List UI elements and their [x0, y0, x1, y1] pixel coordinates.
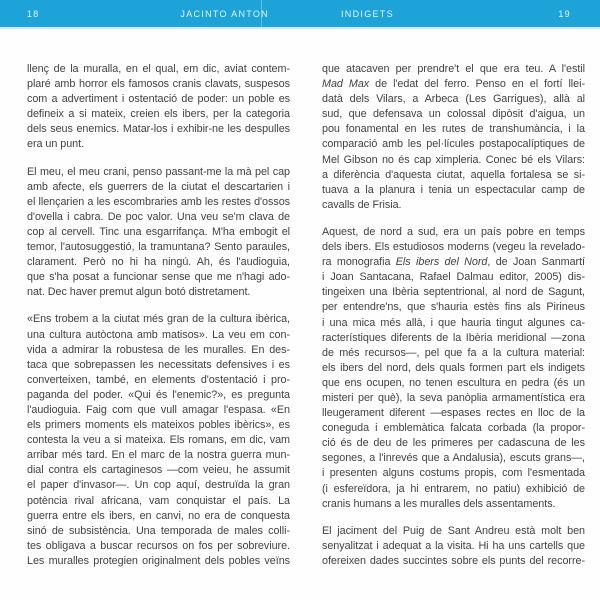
text-line: llenç de la muralla, en el qual, em dic, aviat contem-: [27, 63, 290, 75]
text-line: Les muralles protegien originalment dels pobles veïns: [27, 554, 290, 567]
text-line: pou fonamental en les rutes de transhumància, i la: [322, 123, 585, 136]
paragraph: [27, 312, 290, 569]
text-line: dial contra els cartaginesos —com veieu, he assumit: [27, 464, 290, 477]
text-line: misteri per què), la seva panòplia armamentística era: [322, 391, 585, 404]
text-line: d'ovella i cabra. De poc valor. Una veu se'm clava de: [27, 210, 290, 223]
text-line: plaré amb horror els famosos cranis clavats, suspesos: [27, 78, 290, 91]
text-line: El meu, el meu crani, penso passant-me la mà pel cap: [27, 165, 290, 178]
text-line: vida a admirar la robustesa de les muralles. En des-: [27, 343, 290, 356]
text-line: una cultura autòctona amb matisos». La veu em con-: [27, 328, 290, 341]
paragraph: [322, 524, 585, 569]
text-line: era un punt.: [27, 138, 85, 151]
text-line: El jaciment del Puig de Sant Andreu està molt ben: [322, 524, 585, 537]
text-line: arribar més tard. En el marc de la nostra guerra mun-: [27, 449, 290, 462]
text-line: sinó de subsistència. Una temporada de males colli-: [27, 524, 290, 537]
text-line: senyalitzat i adequat a la visita. Hi ha uns cartells que: [322, 539, 585, 552]
text-line: els ibers del nord, dels quals formen part els indigets: [322, 361, 585, 374]
text-line: «Ens trobem a la ciutat més gran de la cultura ibèrica,: [27, 313, 290, 326]
header-divider: [261, 0, 262, 27]
text-line: Aquest, de nord a sud, era un país pobre en temps: [322, 225, 585, 238]
page-header-bar: [0, 0, 600, 27]
text-line: sud, que defensava un colossal dipòsit d'aigua, un: [322, 108, 585, 121]
paragraph: [27, 62, 290, 153]
text-line: l'audioguia. Faig com que vull amagar l'espasa. «En: [27, 403, 290, 416]
text-line: datà dels Vilars, a Arbeca (Les Garrigues), allà al: [322, 93, 585, 106]
text-line: cavalls de Frisia.: [322, 198, 402, 211]
text-line: paganda del poder. «Qui és l'enemic?», es pregunta: [27, 388, 290, 401]
running-title-chapter: INDIGETS: [341, 9, 394, 19]
text-line: contesta la veu a si mateixa. Els romans, em dic, vam: [27, 434, 290, 447]
text-line: i presenten alguns costums propis, com l'esmentada: [322, 467, 585, 480]
page-number-right: 19: [558, 9, 571, 19]
text-line: comparació amb les pel·lícules postapocalíptiques de: [322, 138, 585, 151]
paragraph: [322, 225, 585, 512]
text-line: tingeixen una Ibèria septentrional, al nord de Sagunt,: [322, 286, 585, 299]
text-line: els primers moments els mateixos pobles ibèrics», es: [27, 419, 290, 432]
text-line: i Joan Santacana, Rafael Dalmau editor, 2005) dis-: [322, 271, 585, 284]
text-line: converteixen, també, en elements d'ostentació i pro-: [27, 373, 290, 386]
text-line: segones, a l'inrevés que a Andalusia), escuts grans—,: [322, 452, 585, 465]
text-line: defineix a si mateix, creien els ibers, per la categoria: [27, 108, 290, 121]
text-line: tes obligava a buscar recursos on fos per sobreviure.: [27, 539, 290, 552]
text-line: lleugerament diferent —espases rectes en lloc de la: [322, 407, 585, 420]
running-title-author: JACINTO ANTON: [180, 9, 269, 19]
text-line: tuava a la planura i tenia un espectacular camp de: [322, 183, 585, 196]
left-page-text-column: [27, 62, 290, 569]
text-line: potència rival africana, vam conquistar el país. La: [27, 494, 290, 507]
text-line: com a advertiment i ostentació de poder: un poble es: [27, 93, 290, 106]
text-line: ció és de deu de les primeres per cadascuna de les: [322, 437, 585, 450]
text-line: temor, l'autosuggestió, la tramuntana? Sento paraules,: [27, 241, 290, 254]
text-line: Mad Max de l'edat del ferro. Penso en el fortí llei-: [322, 78, 585, 91]
text-line: que ens ocupen, no tenen escultura en pedra (és un: [322, 376, 585, 389]
text-line: guerra entre els ibers, en canvi, no era de conquesta: [27, 509, 290, 522]
text-line: el llençarien a les escombraries amb les restes d'ossos: [27, 195, 290, 208]
text-line: dels seus enemics. Matar-los i exhibir-ne les despulles: [27, 123, 290, 136]
text-line: cop al cervell. Tinc una esgarrifança. M'ha embogit el: [27, 225, 290, 238]
text-line: a diferència d'aquesta ciutat, aquella fortalesa se si-: [322, 168, 585, 181]
text-line: i una mica més allà, i que hauria tingut algunes ca-: [322, 316, 585, 329]
text-line: cranis humans a les muralles dels assentaments.: [322, 497, 556, 510]
text-line: que s'ha posat a funcionar sense que me n'hagi ado-: [27, 271, 290, 284]
text-line: Mel Gibson no és cap ximpleria. Conec bé els Vilars:: [322, 153, 585, 166]
text-line: per entendre'ns, que s'hauria estès fins als Pirineus: [322, 301, 585, 314]
text-line: de més recursos—, pel que fa a la cultura material:: [322, 346, 585, 359]
text-line: que atacaven per prendre't el que era teu. A l'estil: [322, 63, 585, 75]
text-line: el paper d'invasor—. Un cop aquí, destruïda la gran: [27, 479, 290, 492]
text-line: amb afecte, els guerrers de la ciutat el descartarien i: [27, 180, 290, 193]
text-line: coneguda i emblemàtica falcata corbada (la propor-: [322, 422, 585, 435]
text-line: dels ibers. Els estudiosos moderns (vegeu la revelado-: [322, 241, 585, 254]
text-line: (i esfereïdora, ja hi entrarem, no patiu) exhibició de: [322, 482, 585, 495]
text-line: nat. Dec haver premut algun botó distretament.: [27, 286, 251, 299]
page-number-left: 18: [27, 9, 40, 19]
text-line: clarament. Però no hi ha ningú. Ah, és l'audioguia,: [27, 256, 290, 269]
text-line: ofereixen dades succintes sobre els punts del recorre-: [322, 554, 585, 567]
right-page-text-column: [322, 62, 585, 569]
text-line: taca que sobrepassen les necessitats defensives i es: [27, 358, 290, 371]
text-line: racterístiques diferents de la Ibèria meridional —zona: [322, 331, 585, 344]
paragraph: [27, 165, 290, 301]
paragraph: [322, 62, 585, 213]
text-line: ra monografia Els ibers del Nord, de Joan Sanmartí: [322, 256, 585, 269]
